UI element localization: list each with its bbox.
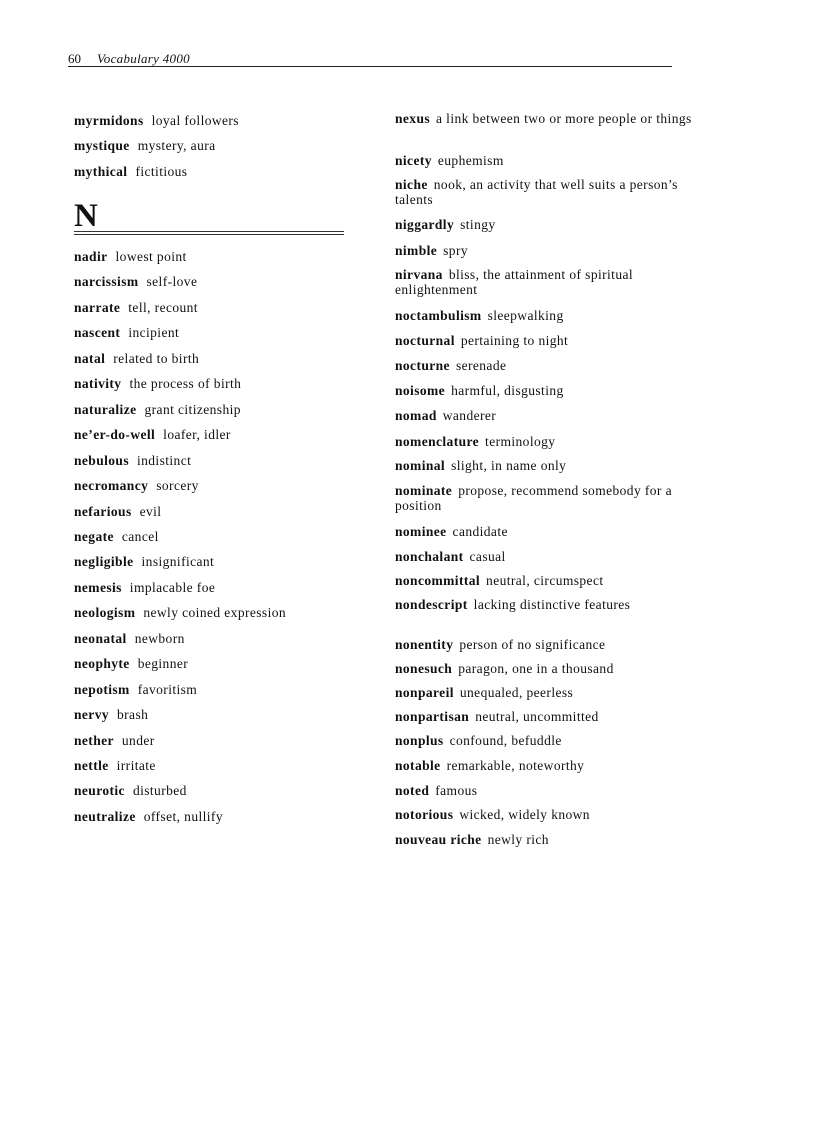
book-title: Vocabulary 4000 xyxy=(97,51,190,66)
entry-definition: mystery, aura xyxy=(137,138,216,153)
dictionary-entry xyxy=(395,153,695,168)
entry-word: nether xyxy=(74,733,114,748)
entry-definition: the process of birth xyxy=(129,376,242,391)
heading-rule xyxy=(74,231,344,232)
entry-definition: beginner xyxy=(137,656,189,671)
dictionary-entry xyxy=(395,111,695,126)
dictionary-entry xyxy=(74,605,356,620)
entry-definition: newly coined expression xyxy=(143,605,287,620)
entry-definition: brash xyxy=(117,707,149,722)
entry-definition: famous xyxy=(435,783,478,798)
entry-word: nonentity xyxy=(395,637,454,652)
dictionary-entry xyxy=(74,580,356,595)
entry-definition: bliss, the attainment of spiritual enlightenment xyxy=(395,267,634,297)
entry-definition: paragon, one in a thousand xyxy=(458,661,614,676)
dictionary-entry xyxy=(74,554,356,569)
entry-word: nemesis xyxy=(74,580,122,595)
entry-word: nonpareil xyxy=(395,685,454,700)
entry-word: myrmidons xyxy=(74,113,144,128)
entry-definition: newly rich xyxy=(487,832,549,847)
dictionary-entry xyxy=(395,177,695,207)
entry-word: negate xyxy=(74,529,114,544)
entry-definition: under xyxy=(121,733,155,748)
section-letter: N xyxy=(74,198,98,234)
dictionary-entry xyxy=(395,733,695,748)
entry-word: negligible xyxy=(74,554,134,569)
dictionary-entry xyxy=(395,597,695,612)
entry-definition: propose, recommend somebody for a position xyxy=(395,483,672,513)
dictionary-entry xyxy=(74,164,356,179)
entry-definition: neutral, uncommitted xyxy=(475,709,599,724)
entry-word: nonchalant xyxy=(395,549,464,564)
entry-word: niche xyxy=(395,177,428,192)
dictionary-entry xyxy=(74,656,356,671)
dictionary-entry xyxy=(395,807,695,822)
entry-definition: fictitious xyxy=(135,164,188,179)
dictionary-entry xyxy=(74,733,356,748)
dictionary-entry xyxy=(395,408,695,423)
entry-word: nadir xyxy=(74,249,108,264)
entry-definition: neutral, circumspect xyxy=(486,573,604,588)
dictionary-entry xyxy=(395,217,695,232)
dictionary-entry xyxy=(395,434,695,449)
entry-definition: cancel xyxy=(121,529,159,544)
dictionary-entry xyxy=(395,483,695,513)
dictionary-entry xyxy=(74,351,356,366)
entry-definition: sleepwalking xyxy=(487,308,564,323)
dictionary-entry xyxy=(74,809,356,824)
dictionary-entry xyxy=(395,458,695,473)
entry-word: nascent xyxy=(74,325,121,340)
dictionary-entry xyxy=(395,573,695,588)
entry-definition: grant citizenship xyxy=(144,402,241,417)
dictionary-entry xyxy=(74,707,356,722)
entry-definition: incipient xyxy=(128,325,180,340)
entry-definition: newborn xyxy=(134,631,185,646)
entry-definition: confound, befuddle xyxy=(449,733,562,748)
entry-word: naturalize xyxy=(74,402,137,417)
entry-word: nominee xyxy=(395,524,447,539)
entry-definition: implacable foe xyxy=(129,580,216,595)
entry-word: nettle xyxy=(74,758,109,773)
dictionary-entry xyxy=(74,504,356,519)
dictionary-entry xyxy=(395,832,695,847)
dictionary-entry xyxy=(395,267,695,297)
entry-definition: self-love xyxy=(146,274,198,289)
entry-word: narcissism xyxy=(74,274,139,289)
dictionary-entry xyxy=(74,376,356,391)
entry-word: neonatal xyxy=(74,631,127,646)
entry-definition: harmful, disgusting xyxy=(451,383,564,398)
entry-word: nervy xyxy=(74,707,109,722)
entry-definition: nook, an activity that well suits a person’s talents xyxy=(395,177,678,207)
entry-definition: person of no significance xyxy=(459,637,606,652)
entry-word: nominate xyxy=(395,483,453,498)
dictionary-entry xyxy=(395,383,695,398)
page-header xyxy=(68,50,672,67)
entry-definition: tell, recount xyxy=(128,300,198,315)
entry-definition: unequaled, peerless xyxy=(459,685,574,700)
entry-definition: evil xyxy=(139,504,162,519)
dictionary-entry xyxy=(74,325,356,340)
dictionary-entry xyxy=(74,631,356,646)
entry-word: nonpartisan xyxy=(395,709,470,724)
dictionary-entry xyxy=(74,529,356,544)
entry-definition: insignificant xyxy=(141,554,215,569)
dictionary-entry xyxy=(395,661,695,676)
entry-word: nocturnal xyxy=(395,333,455,348)
entry-word: nomad xyxy=(395,408,437,423)
dictionary-entry xyxy=(395,685,695,700)
entry-definition: sorcery xyxy=(156,478,199,493)
entry-definition: loafer, idler xyxy=(163,427,231,442)
entry-word: nouveau riche xyxy=(395,832,482,847)
entry-word: mythical xyxy=(74,164,128,179)
entry-word: nonesuch xyxy=(395,661,453,676)
entry-definition: indistinct xyxy=(136,453,192,468)
entry-word: nomenclature xyxy=(395,434,480,449)
entry-word: nondescript xyxy=(395,597,468,612)
entry-definition: loyal followers xyxy=(151,113,239,128)
entry-word: neutralize xyxy=(74,809,136,824)
entry-word: notable xyxy=(395,758,441,773)
entry-definition: offset, nullify xyxy=(143,809,223,824)
dictionary-entry xyxy=(74,453,356,468)
entry-definition: disturbed xyxy=(132,783,187,798)
dictionary-entry xyxy=(74,138,356,153)
entry-word: nominal xyxy=(395,458,446,473)
entry-word: neologism xyxy=(74,605,136,620)
entry-definition: casual xyxy=(469,549,506,564)
entry-word: natal xyxy=(74,351,106,366)
entry-word: noctambulism xyxy=(395,308,482,323)
entry-word: nepotism xyxy=(74,682,130,697)
entry-definition: a link between two or more people or things xyxy=(436,111,692,126)
entry-definition: candidate xyxy=(452,524,508,539)
entry-definition: terminology xyxy=(485,434,556,449)
dictionary-entry xyxy=(395,709,695,724)
page-number: 60 xyxy=(68,51,81,66)
entry-word: nebulous xyxy=(74,453,129,468)
dictionary-entry xyxy=(395,783,695,798)
entry-word: nonplus xyxy=(395,733,444,748)
dictionary-entry xyxy=(74,249,356,264)
section-heading xyxy=(74,198,344,234)
entry-word: noted xyxy=(395,783,430,798)
dictionary-entry xyxy=(395,308,695,323)
dictionary-entry xyxy=(74,300,356,315)
entry-definition: lowest point xyxy=(115,249,187,264)
entry-definition: slight, in name only xyxy=(451,458,567,473)
entry-word: necromancy xyxy=(74,478,149,493)
entry-word: nirvana xyxy=(395,267,443,282)
entry-word: neurotic xyxy=(74,783,125,798)
dictionary-entry xyxy=(395,243,695,258)
dictionary-entry xyxy=(395,524,695,539)
entry-definition: spry xyxy=(443,243,469,258)
dictionary-entry xyxy=(74,682,356,697)
entry-definition: euphemism xyxy=(437,153,504,168)
entry-word: neophyte xyxy=(74,656,130,671)
dictionary-entry xyxy=(395,758,695,773)
entry-definition: stingy xyxy=(460,217,496,232)
entry-word: nexus xyxy=(395,111,431,126)
dictionary-entry xyxy=(74,427,356,442)
entry-word: ne’er-do-well xyxy=(74,427,156,442)
entry-definition: lacking distinctive features xyxy=(473,597,631,612)
dictionary-entry xyxy=(74,783,356,798)
entry-word: narrate xyxy=(74,300,121,315)
heading-rule xyxy=(74,234,344,235)
dictionary-entry xyxy=(74,478,356,493)
entry-definition: related to birth xyxy=(113,351,200,366)
entry-word: nimble xyxy=(395,243,438,258)
dictionary-entry xyxy=(74,402,356,417)
entry-word: noisome xyxy=(395,383,446,398)
entry-definition: pertaining to night xyxy=(460,333,569,348)
dictionary-entry xyxy=(395,358,695,373)
entry-word: mystique xyxy=(74,138,130,153)
entry-word: nefarious xyxy=(74,504,132,519)
entry-word: nocturne xyxy=(395,358,450,373)
entry-definition: wicked, widely known xyxy=(459,807,590,822)
entry-definition: serenade xyxy=(455,358,507,373)
dictionary-entry xyxy=(74,274,356,289)
entry-word: nativity xyxy=(74,376,122,391)
entry-definition: wanderer xyxy=(442,408,497,423)
entry-word: notorious xyxy=(395,807,454,822)
dictionary-entry xyxy=(74,113,356,128)
entry-word: nicety xyxy=(395,153,432,168)
entry-definition: irritate xyxy=(116,758,156,773)
entry-definition: remarkable, noteworthy xyxy=(446,758,585,773)
entry-word: noncommittal xyxy=(395,573,481,588)
dictionary-entry xyxy=(74,758,356,773)
entry-word: niggardly xyxy=(395,217,455,232)
dictionary-entry xyxy=(395,637,695,652)
entry-definition: favoritism xyxy=(137,682,198,697)
dictionary-entry xyxy=(395,333,695,348)
dictionary-entry xyxy=(395,549,695,564)
